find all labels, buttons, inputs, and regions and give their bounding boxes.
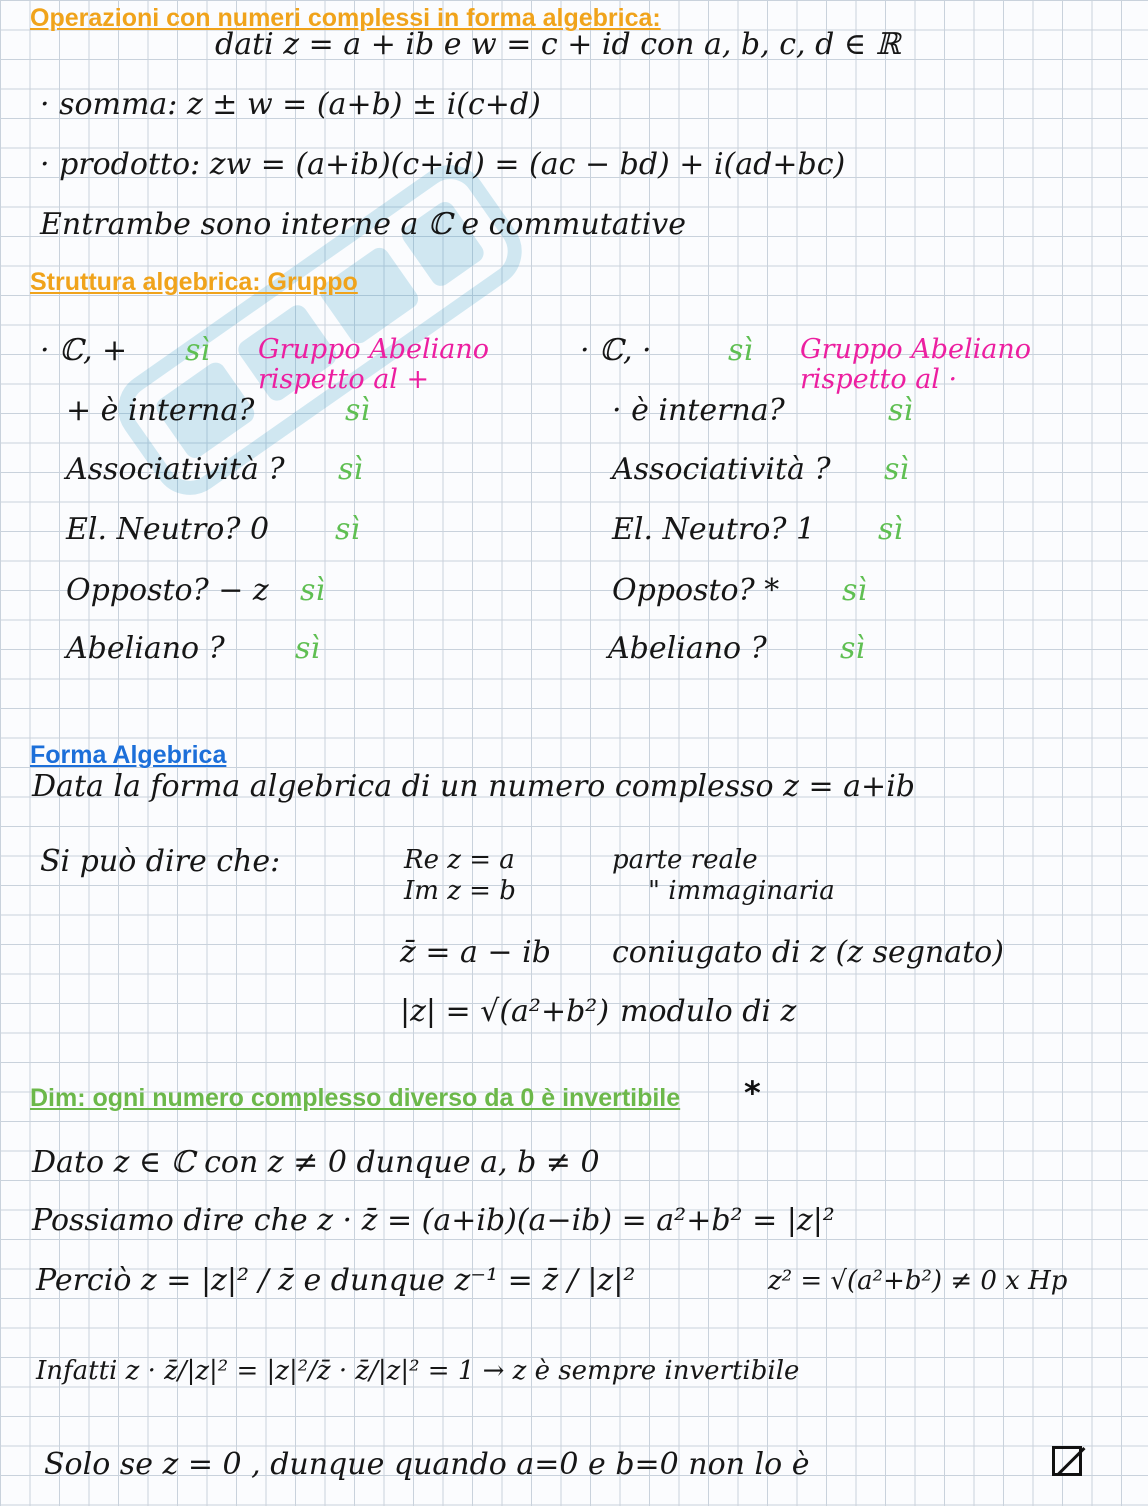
group-mul-neutral: El. Neutro? 1 (612, 512, 816, 547)
algebraic-im: Im z = b (404, 876, 516, 906)
heading-operations: Operazioni con numeri complessi in forma algebrica: (30, 4, 661, 32)
proof-line-1: Dato z ∈ ℂ con z ≠ 0 dunque a, b ≠ 0 (32, 1145, 600, 1180)
algebraic-conjugate: z̄ = a − ib (400, 935, 551, 970)
group-mul-title: · ℂ, · (580, 333, 652, 368)
algebraic-re-desc: parte reale (612, 845, 758, 875)
qed-box-icon (1052, 1446, 1082, 1476)
proof-line-3: Perciò z = |z|² / z̄ e dunque z⁻¹ = z̄ / |z|² (36, 1263, 636, 1298)
algebraic-modulus: |z| = √(a²+b²) (400, 994, 610, 1029)
heading-algebraic-form: Forma Algebrica (30, 741, 227, 769)
group-mul-assoc: Associatività ? (612, 452, 831, 487)
operations-given: dati z = a + ib e w = c + id con a, b, c, d ∈ ℝ (215, 27, 901, 62)
heading-structure: Struttura algebrica: Gruppo (30, 268, 358, 296)
group-add-title-si: sì (185, 333, 210, 368)
group-mul-opposite-si: sì (842, 573, 867, 608)
proof-line-4: Infatti z · z̄/|z|² = |z|²/z̄ · z̄/|z|² = 1 → z è sempre invertibile (36, 1356, 800, 1386)
group-add-title: · ℂ, + (40, 333, 128, 368)
algebraic-modulus-desc: modulo di z (620, 994, 797, 1029)
algebraic-re: Re z = a (404, 845, 515, 875)
group-mul-abelian-si: sì (840, 631, 865, 666)
group-mul-label-1: Gruppo Abeliano (800, 334, 1032, 365)
algebraic-im-desc: " immaginaria (648, 876, 835, 906)
group-add-internal-si: sì (345, 393, 370, 428)
group-add-abelian: Abeliano ? (66, 631, 225, 666)
group-mul-assoc-si: sì (884, 452, 909, 487)
operations-product: · prodotto: zw = (a+ib)(c+id) = (ac − bd) + i(ad+bc) (40, 147, 846, 182)
group-mul-neutral-si: sì (878, 512, 903, 547)
group-add-label-2: rispetto al + (258, 364, 430, 395)
group-mul-internal-si: sì (888, 393, 913, 428)
group-add-assoc: Associatività ? (66, 452, 285, 487)
algebraic-conjugate-desc: coniugato di z (z segnato) (612, 935, 1004, 970)
proof-line-3-note: z² = √(a²+b²) ≠ 0 x Hp (768, 1266, 1068, 1296)
group-mul-opposite: Opposto? * (612, 573, 780, 608)
algebraic-intro: Data la forma algebrica di un numero complesso z = a+ib (32, 769, 915, 804)
group-mul-title-si: sì (728, 333, 753, 368)
group-add-label-1: Gruppo Abeliano (258, 334, 490, 365)
group-add-opposite-si: sì (300, 573, 325, 608)
group-mul-label-2: rispetto al · (800, 364, 958, 395)
proof-line-2: Possiamo dire che z · z̄ = (a+ib)(a−ib) = a²+b² = |z|² (32, 1203, 835, 1238)
group-add-neutral-si: sì (335, 512, 360, 547)
operations-note: Entrambe sono interne a ℂ e commutative (40, 207, 686, 242)
heading-proof: Dim: ogni numero complesso diverso da 0 è invertibile (30, 1084, 681, 1112)
proof-line-5: Solo se z = 0 , dunque quando a=0 e b=0 non lo è (44, 1447, 810, 1482)
group-add-neutral: El. Neutro? 0 (66, 512, 270, 547)
group-add-assoc-si: sì (338, 452, 363, 487)
group-mul-internal: · è interna? (612, 393, 785, 428)
group-add-opposite: Opposto? − z (66, 573, 269, 608)
operations-sum: · somma: z ± w = (a+b) ± i(c+d) (40, 87, 541, 122)
group-add-internal: + è interna? (66, 393, 255, 428)
proof-star: * (744, 1074, 761, 1112)
group-mul-abelian: Abeliano ? (608, 631, 767, 666)
group-add-abelian-si: sì (295, 631, 320, 666)
algebraic-can-say: Si può dire che: (40, 844, 281, 879)
